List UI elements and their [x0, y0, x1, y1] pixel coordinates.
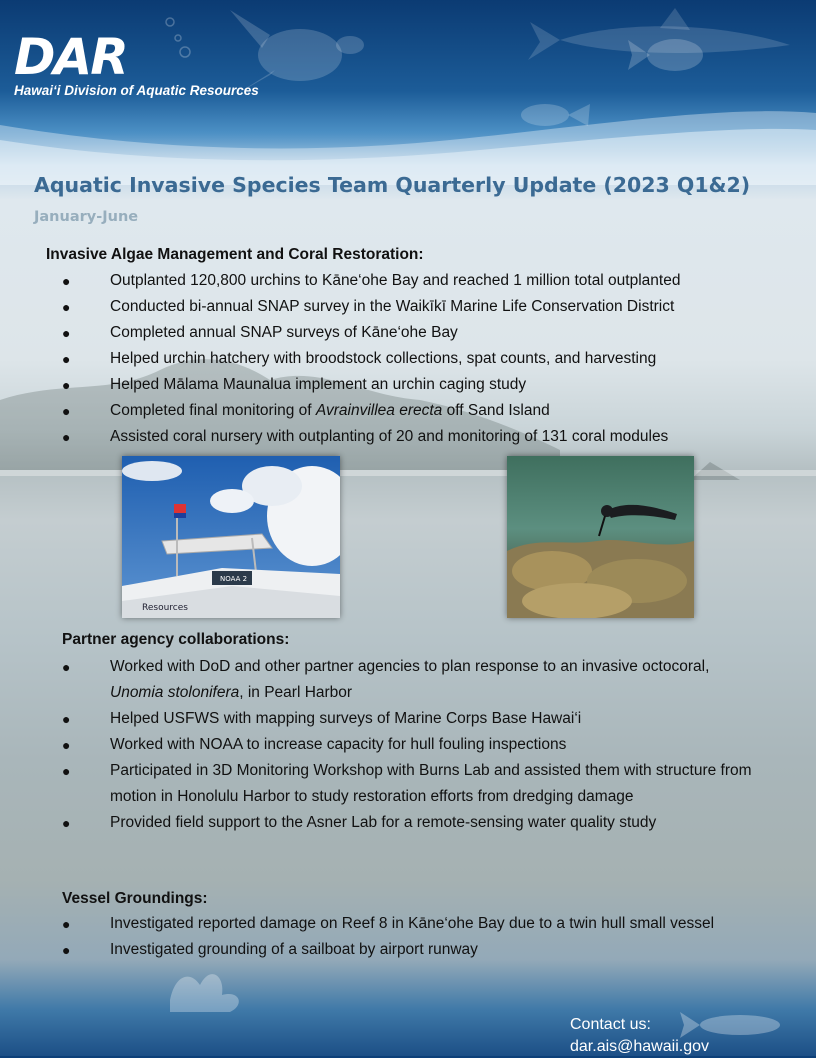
list-item-text-suffix: , in Pearl Harbor: [239, 684, 353, 701]
list-item: [62, 294, 802, 320]
date-range: January-June: [34, 209, 139, 225]
algae-section-heading: Invasive Algae Management and Coral Restoration:: [46, 246, 424, 263]
contact-label: Contact us:: [570, 1016, 651, 1033]
list-item: [62, 911, 802, 937]
list-item-text: Investigated reported damage on Reef 8 in Kāne‘ohe Bay due to a twin hull small vessel: [110, 915, 715, 932]
list-item-text: Assisted coral nursery with outplanting of 20 and monitoring of 131 coral modules: [110, 428, 669, 445]
logo-mark: DAR: [14, 28, 127, 86]
list-item-text: Outplanted 120,800 urchins to Kāne‘ohe Bay and reached 1 million total outplanted: [110, 272, 681, 289]
list-item: [62, 937, 802, 963]
bullet-icon: ●: [62, 273, 71, 289]
list-item-text: Worked with DoD and other partner agencies to plan response to an invasive octocoral,: [110, 658, 710, 675]
bullet-icon: ●: [62, 325, 71, 341]
diver-photo: [507, 456, 694, 618]
bullet-icon: ●: [62, 299, 71, 315]
list-item-text-prefix: Completed final monitoring of: [110, 402, 316, 419]
list-item-text: Helped urchin hatchery with broodstock collections, spat counts, and harvesting: [110, 350, 657, 367]
groundings-section-heading: Vessel Groundings:: [62, 890, 208, 907]
list-item: [62, 346, 802, 372]
list-item-text: Helped Mālama Maunalua implement an urchin caging study: [110, 376, 527, 393]
list-item: [62, 810, 782, 836]
page-title: Aquatic Invasive Species Team Quarterly Update (2023 Q1&2): [34, 173, 751, 197]
list-item: [62, 398, 802, 424]
list-item: [62, 268, 802, 294]
bullet-icon: ●: [62, 711, 71, 727]
algae-list: [62, 268, 802, 450]
list-item-text: Participated in 3D Monitoring Workshop with Burns Lab and assisted them with structure from motion in Honolulu Harbor to study restoration efforts from dredging damage: [110, 762, 752, 805]
boat-hull-text: NOAA 2: [220, 575, 248, 583]
contact-email[interactable]: dar.ais@hawaii.gov: [570, 1038, 709, 1055]
bullet-icon: ●: [62, 659, 71, 675]
list-item: [62, 372, 802, 398]
bullet-icon: ●: [62, 429, 71, 445]
boat-label: Resources: [142, 603, 188, 613]
bullet-icon: ●: [62, 763, 71, 779]
logo-subtitle: Hawai‘i Division of Aquatic Resources: [14, 83, 259, 98]
contact-block: [570, 1014, 709, 1058]
list-item-text-suffix: off Sand Island: [442, 402, 550, 419]
partners-list: [62, 654, 782, 836]
list-item-text: Conducted bi-annual SNAP survey in the Waikīkī Marine Life Conservation District: [110, 298, 675, 315]
list-item-text: Helped USFWS with mapping surveys of Marine Corps Base Hawai‘i: [110, 710, 582, 727]
list-item: [62, 320, 802, 346]
bullet-icon: ●: [62, 916, 71, 932]
species-name: Avrainvillea erecta: [315, 402, 443, 419]
bullet-icon: ●: [62, 942, 71, 958]
list-item: [62, 424, 802, 450]
list-item: [62, 732, 782, 758]
species-name: Unomia stolonifera: [110, 684, 240, 701]
list-item-text: Investigated grounding of a sailboat by airport runway: [110, 941, 478, 958]
partners-section-heading: Partner agency collaborations:: [62, 631, 290, 648]
bullet-icon: ●: [62, 815, 71, 831]
groundings-list: [62, 911, 802, 963]
bullet-icon: ●: [62, 351, 71, 367]
bullet-icon: ●: [62, 403, 71, 419]
boat-photo: [122, 456, 340, 618]
list-item: [62, 706, 782, 732]
list-item: [62, 654, 782, 706]
list-item-text: Provided field support to the Asner Lab for a remote-sensing water quality study: [110, 814, 657, 831]
list-item-text: Worked with NOAA to increase capacity for hull fouling inspections: [110, 736, 567, 753]
bullet-icon: ●: [62, 377, 71, 393]
list-item: [62, 758, 770, 810]
list-item-text: Completed annual SNAP surveys of Kāne‘ohe Bay: [110, 324, 458, 341]
bullet-icon: ●: [62, 737, 71, 753]
